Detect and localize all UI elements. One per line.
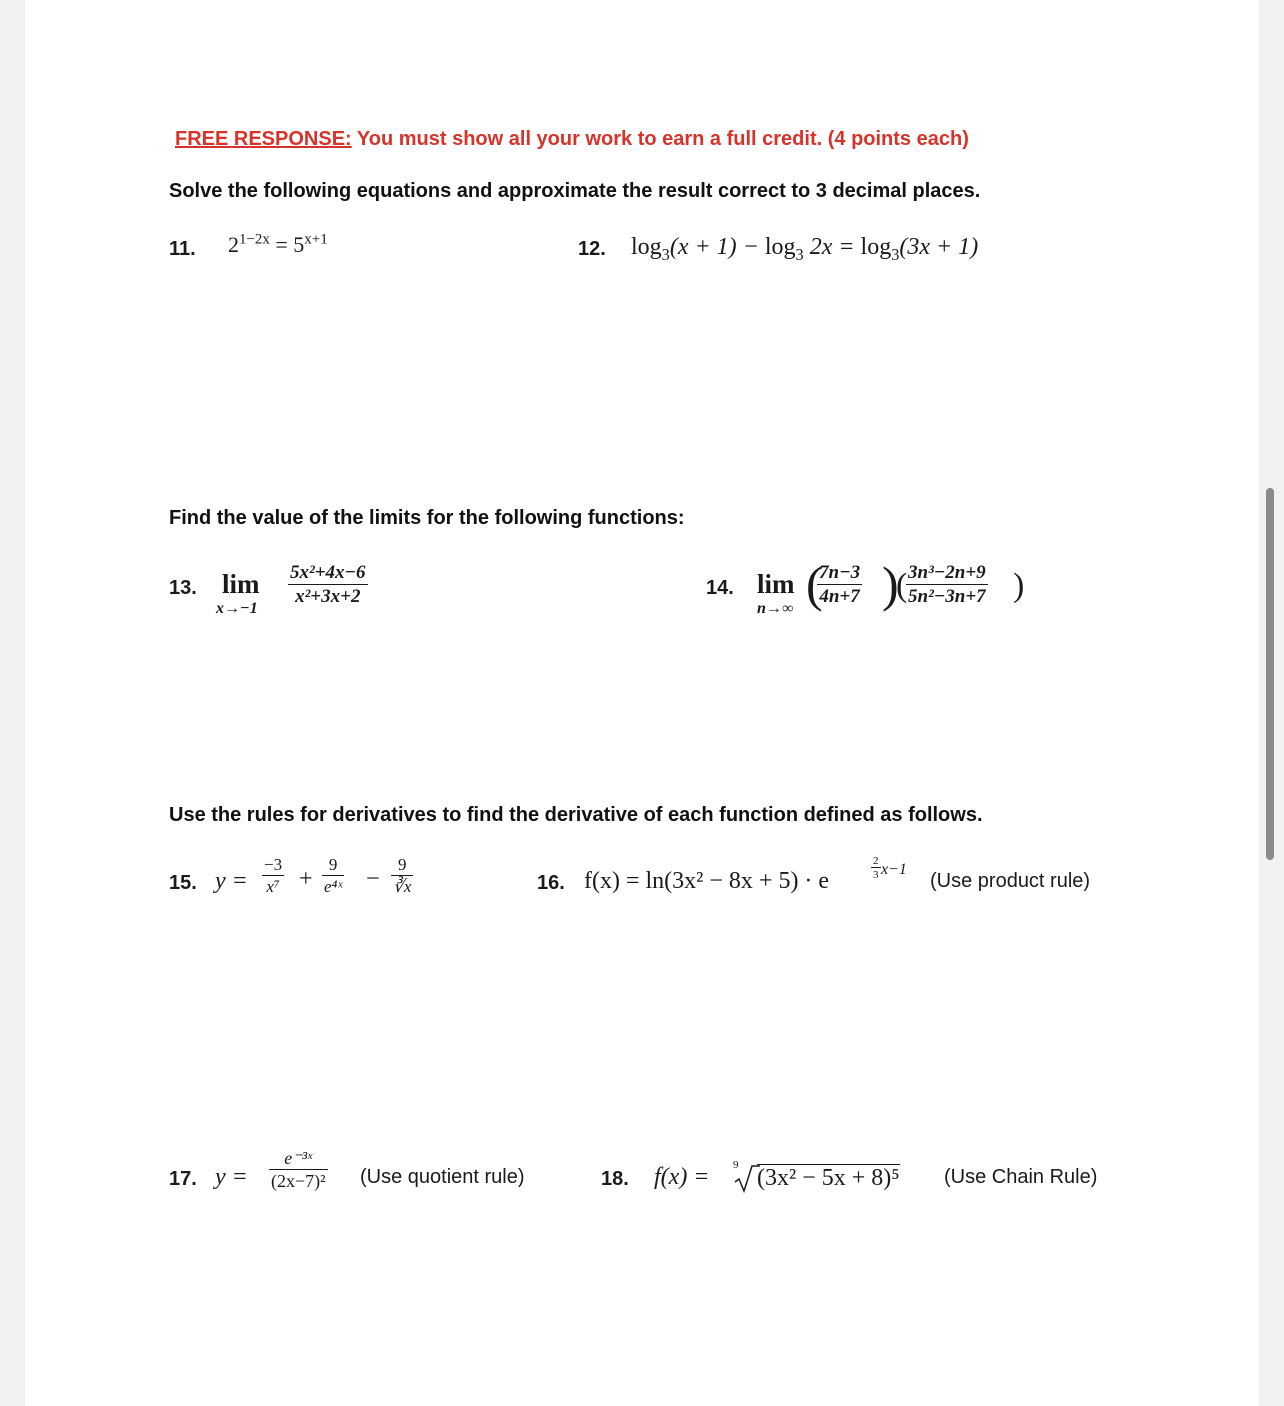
problem-17-number: 17. xyxy=(169,1168,197,1190)
p15-denominator-3: ∛x xyxy=(393,877,412,896)
p13-lim: lim xyxy=(222,569,260,599)
p14-lim-subscript: n→∞ xyxy=(757,600,794,617)
p15-fraction-2 xyxy=(322,855,344,897)
p15-numerator-3: 9 xyxy=(397,855,407,874)
p12-arg3: (3x + 1) xyxy=(899,234,979,260)
p14-left-paren-2: ( xyxy=(896,567,908,604)
p15-fraction-1 xyxy=(262,855,284,897)
p14-fraction-1 xyxy=(817,562,862,608)
p15-numerator-1: −3 xyxy=(264,855,283,874)
section-equations-title: Solve the following equations and approximate the result correct to 3 decimal places. xyxy=(169,180,981,202)
free-response-label: FREE RESPONSE: xyxy=(175,128,352,150)
p15-minus: − xyxy=(366,866,380,892)
p14-right-paren-2: ) xyxy=(1013,567,1025,604)
p15-fraction-3 xyxy=(391,855,413,897)
p11-equals: = xyxy=(269,232,294,257)
p16-exponent-rest: x−1 xyxy=(881,861,907,878)
p12-log2: log xyxy=(764,234,796,260)
scrollbar-thumb[interactable] xyxy=(1266,488,1274,860)
p13-denominator: x²+3x+2 xyxy=(288,584,368,608)
section-derivatives-title: Use the rules for derivatives to find the derivative of each function defined as follows. xyxy=(169,804,983,826)
p11-base2: 5 xyxy=(293,232,305,257)
p17-lhs: y = xyxy=(215,1164,248,1190)
problem-13-number: 13. xyxy=(169,577,197,599)
free-response-header xyxy=(175,128,969,151)
p17-fraction xyxy=(269,1148,328,1192)
p14-lim: lim xyxy=(757,569,795,599)
free-response-instruction: You must show all your work to earn a full credit. (4 points each) xyxy=(356,128,969,150)
p14-fraction-2 xyxy=(906,562,988,608)
p12-arg2: 2x = xyxy=(803,234,861,260)
document-page xyxy=(25,0,1259,1406)
p16-expression: f(x) = ln(3x² − 8x + 5) · e xyxy=(584,868,830,894)
p16-note: (Use product rule) xyxy=(930,870,1091,892)
p14-denominator-1: 4n+7 xyxy=(817,584,862,608)
p17-numerator: e⁻³ˣ xyxy=(284,1148,313,1168)
p16-exp-numerator: 2 xyxy=(873,855,879,867)
p16-exp-denominator: 3 xyxy=(873,869,879,881)
p16-exponent-fraction xyxy=(871,855,881,881)
p17-denominator: (2x−7)² xyxy=(271,1171,326,1191)
problem-18-number: 18. xyxy=(601,1168,629,1190)
problem-16-number: 16. xyxy=(537,872,565,894)
p14-denominator-2: 5n²−3n+7 xyxy=(908,586,986,607)
p18-note: (Use Chain Rule) xyxy=(944,1166,1098,1188)
p12-log3: log xyxy=(860,234,892,260)
p18-radicand: (3x² − 5x + 8)⁵ xyxy=(757,1165,900,1191)
problem-14-number: 14. xyxy=(706,577,734,599)
p12-arg1: (x + 1) − xyxy=(669,234,765,260)
problem-12-equation xyxy=(631,234,979,264)
p15-plus: + xyxy=(299,866,313,892)
p13-numerator: 5x²+4x−6 xyxy=(290,562,366,583)
p15-denominator-2: e⁴ˣ xyxy=(324,877,343,896)
p12-log1: log xyxy=(631,234,662,260)
p18-lhs: f(x) = xyxy=(654,1164,710,1190)
p15-lhs: y = xyxy=(215,868,248,894)
p12-sub2: 3 xyxy=(795,244,804,264)
p11-base1: 2 xyxy=(228,232,239,257)
p11-exp1: 1−2x xyxy=(239,231,270,248)
p12-sub1: 3 xyxy=(661,244,670,264)
section-limits-title: Find the value of the limits for the following functions: xyxy=(169,507,685,529)
p13-fraction xyxy=(288,562,368,608)
p14-right-paren-1: ) xyxy=(882,556,899,612)
problem-12-number: 12. xyxy=(578,238,606,260)
p13-lim-subscript: x→−1 xyxy=(216,600,258,617)
p15-numerator-2: 9 xyxy=(328,855,338,874)
p11-exp2: x+1 xyxy=(304,231,328,248)
p14-numerator-2: 3n³−2n+9 xyxy=(908,562,986,583)
problem-11-equation xyxy=(228,232,328,258)
p17-note: (Use quotient rule) xyxy=(360,1166,525,1188)
problem-15-number: 15. xyxy=(169,872,197,894)
p15-denominator-1: x⁷ xyxy=(262,875,284,897)
p18-expression xyxy=(654,1164,710,1191)
p18-root-index: 9 xyxy=(733,1159,739,1171)
p12-sub3: 3 xyxy=(891,244,900,264)
p14-left-paren-1: ( xyxy=(806,556,823,612)
problem-11-number: 11. xyxy=(169,238,196,260)
p14-numerator-1: 7n−3 xyxy=(819,562,861,583)
